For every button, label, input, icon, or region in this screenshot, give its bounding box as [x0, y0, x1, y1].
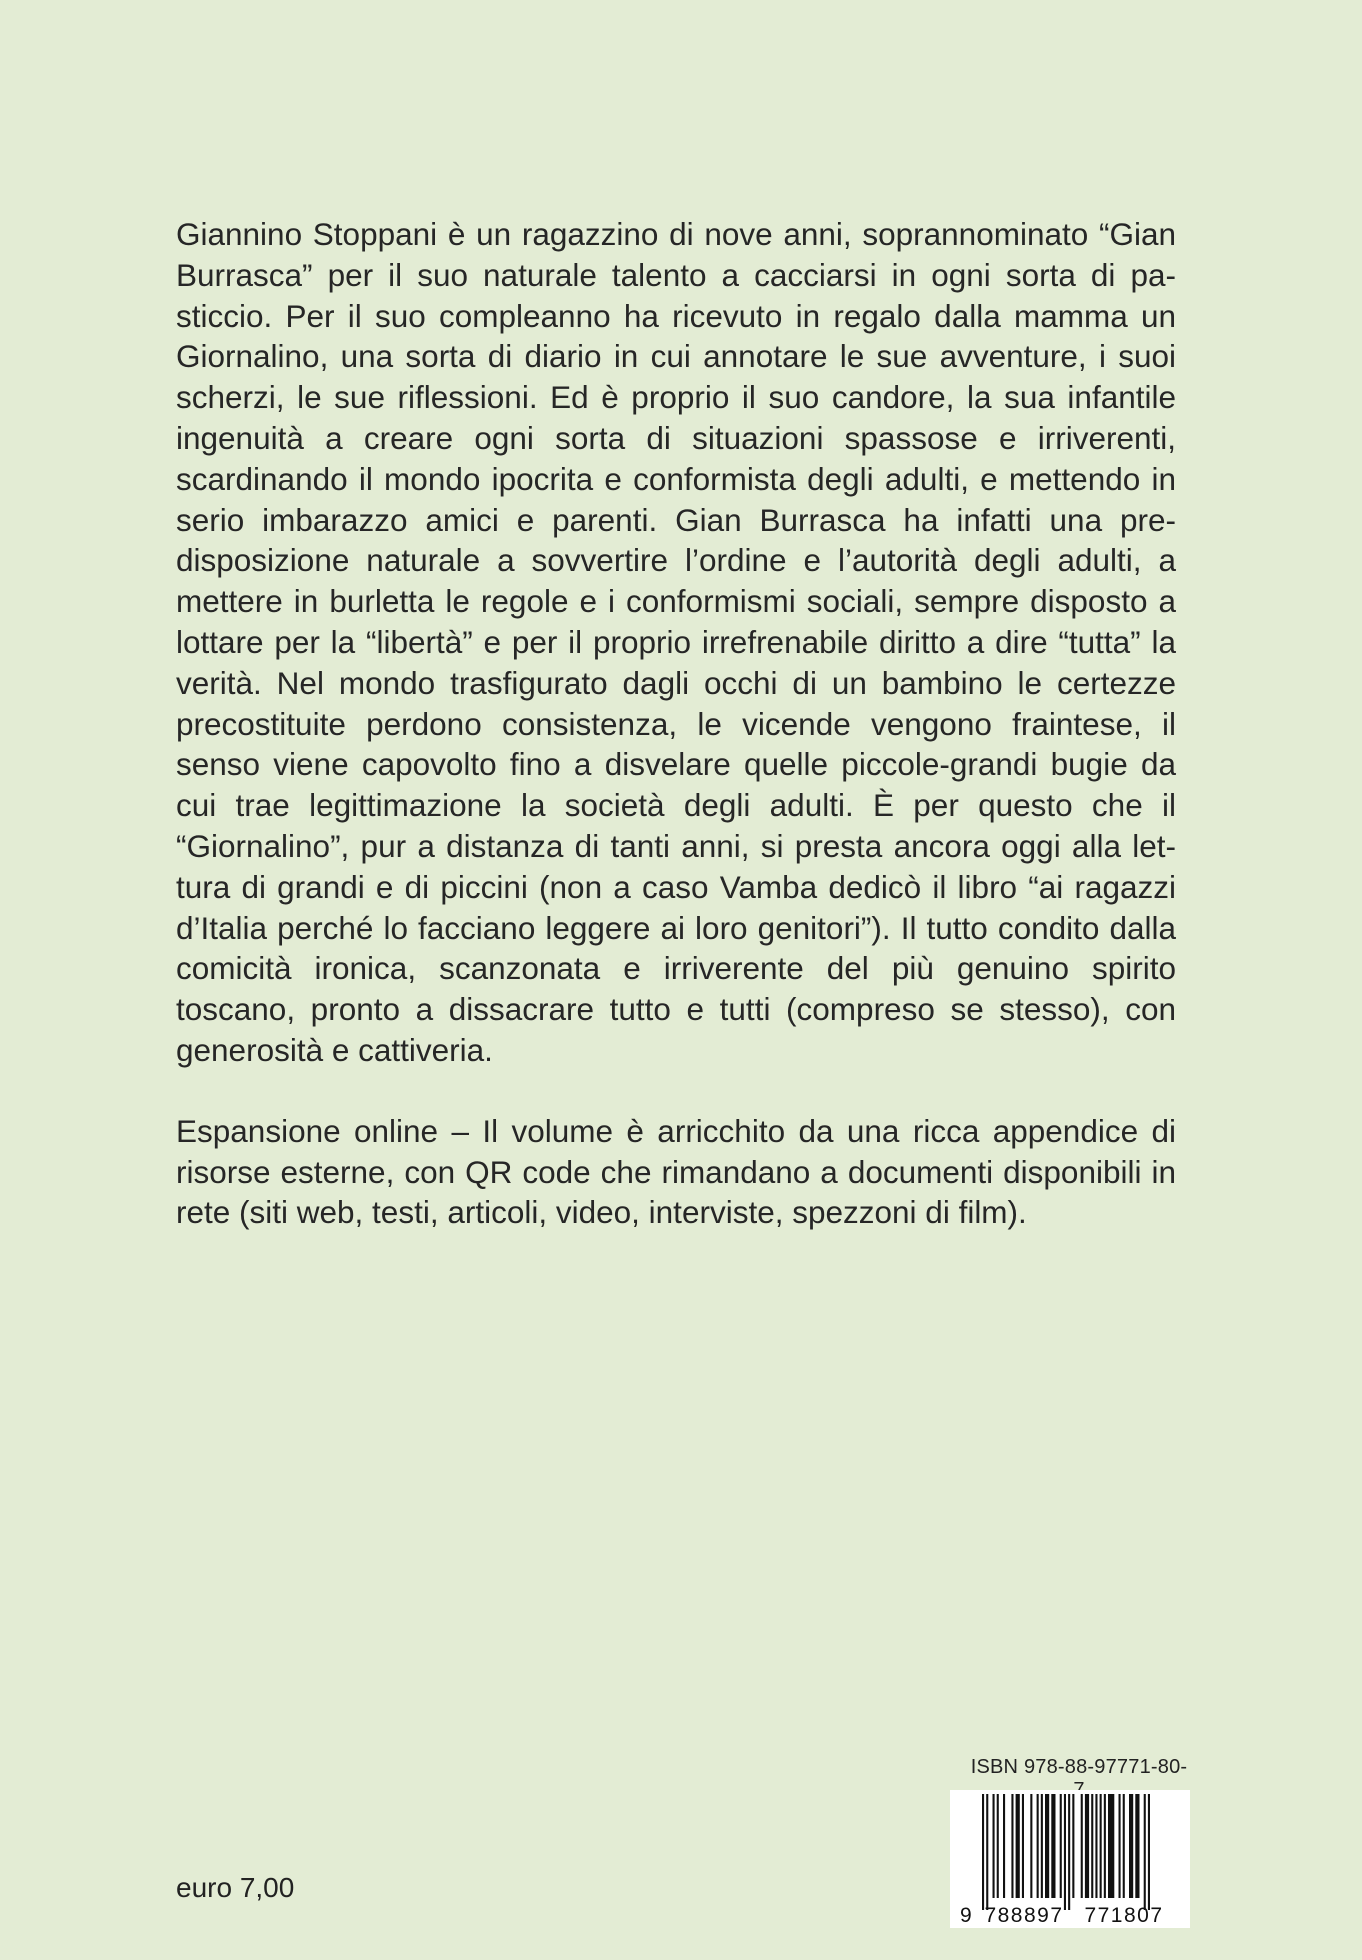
- barcode-bar: [1060, 1794, 1062, 1898]
- back-cover-blurb: [176, 214, 1176, 1233]
- barcode-bar: [1041, 1794, 1043, 1898]
- barcode-bar: [1119, 1794, 1121, 1898]
- barcode-bar: [1022, 1794, 1024, 1898]
- barcode-bar: [1104, 1794, 1106, 1898]
- barcode-bar: [982, 1794, 984, 1910]
- barcode-bar: [997, 1794, 999, 1898]
- barcode-bar: [1051, 1794, 1055, 1898]
- barcode-bar: [1045, 1794, 1049, 1898]
- online-expansion-paragraph: Espansione online – Il volume è arricchito da una ricca appendice di risorse esterne, con QR code che rimandano a documenti disponibili in rete (siti web, testi, articoli, video, interviste, spezzoni di film).: [176, 1112, 1176, 1231]
- barcode-bar: [1135, 1794, 1139, 1898]
- barcode-bar: [1091, 1794, 1093, 1898]
- barcode-bar: [1003, 1794, 1005, 1898]
- barcode-bar: [1095, 1794, 1097, 1898]
- barcode-bar: [986, 1794, 988, 1910]
- barcode-bar: [1011, 1794, 1013, 1898]
- barcode-right-digits: 771807: [1084, 1904, 1164, 1927]
- barcode-bar: [1085, 1794, 1089, 1898]
- isbn-block: [950, 1756, 1190, 1927]
- barcode-bar: [1129, 1794, 1133, 1898]
- barcode-bar: [1108, 1794, 1114, 1898]
- synopsis-paragraph: Giannino Stoppani è un ragazzino di nove anni, soprannominato “Gian Burrasca” per il suo naturale talento a cacciarsi in ogni sorta di pasticcio. Per il suo compleanno ha ricevuto in regalo dalla mamma un Giornalino, una sorta di diario in cui annotare le sue avventure, i suoi scherzi, le sue riflessioni. Ed è proprio il suo candore, la sua infantile ingenuità a creare ogni sorta di situazioni spassose e irriverenti, scardinando il mondo ipocrita e conformista degli adulti, e mettendo in serio imbarazzo amici e parenti. Gian Burrasca ha infatti una predisposizione naturale a sovvertire l’ordine e l’autorità degli adulti, a mettere in burletta le regole e i conformismi sociali, sempre disposto a lottare per la “libertà” e per il proprio irrefrenabile diritto a dire “tutta” la verità. Nel mondo trasfigurato dagli occhi di un bambino le certezze precostituite perdono consistenza, le vicende vengono fraintese, il senso viene capovolto fino a disvelare quelle piccole-grandi bugie da cui trae legittimazione la società degli adulti. È per questo che il “Giornalino”, pur a distanza di tanti anni, si presta ancora oggi alla lettura di grandi e di piccini (non a caso Vamba dedicò il libro “ai ragazzi d’Italia perché lo facciano leggere ai loro genitori”). Il tutto condito dalla comicità ironica, scanzonata e irriverente del più genuino spirito toscano, pronto a dissacrare tutto e tutti (compreso se stesso), con generosità e cattiveria.: [176, 216, 1176, 1068]
- barcode-bar: [1148, 1794, 1150, 1910]
- barcode-bar: [1072, 1794, 1074, 1898]
- barcode-bar: [1064, 1794, 1066, 1910]
- barcode-bar: [993, 1794, 995, 1898]
- barcode-bar: [1016, 1794, 1020, 1898]
- barcode-bar: [1037, 1794, 1039, 1898]
- barcode-bar: [1100, 1794, 1102, 1898]
- barcode-left-digits: 788897: [984, 1904, 1064, 1927]
- barcode-icon: [950, 1790, 1190, 1928]
- barcode-bar: [1081, 1794, 1083, 1898]
- barcode-bar: [1030, 1794, 1032, 1898]
- isbn-label: ISBN 978-88-97771-80-: [970, 1756, 1188, 1778]
- barcode-lead-digit: 9: [960, 1904, 972, 1927]
- barcode-bar: [1068, 1794, 1070, 1910]
- barcode-bar: [1144, 1794, 1146, 1910]
- barcode-bar: [1123, 1794, 1125, 1898]
- price-label: euro 7,00: [176, 1872, 295, 1903]
